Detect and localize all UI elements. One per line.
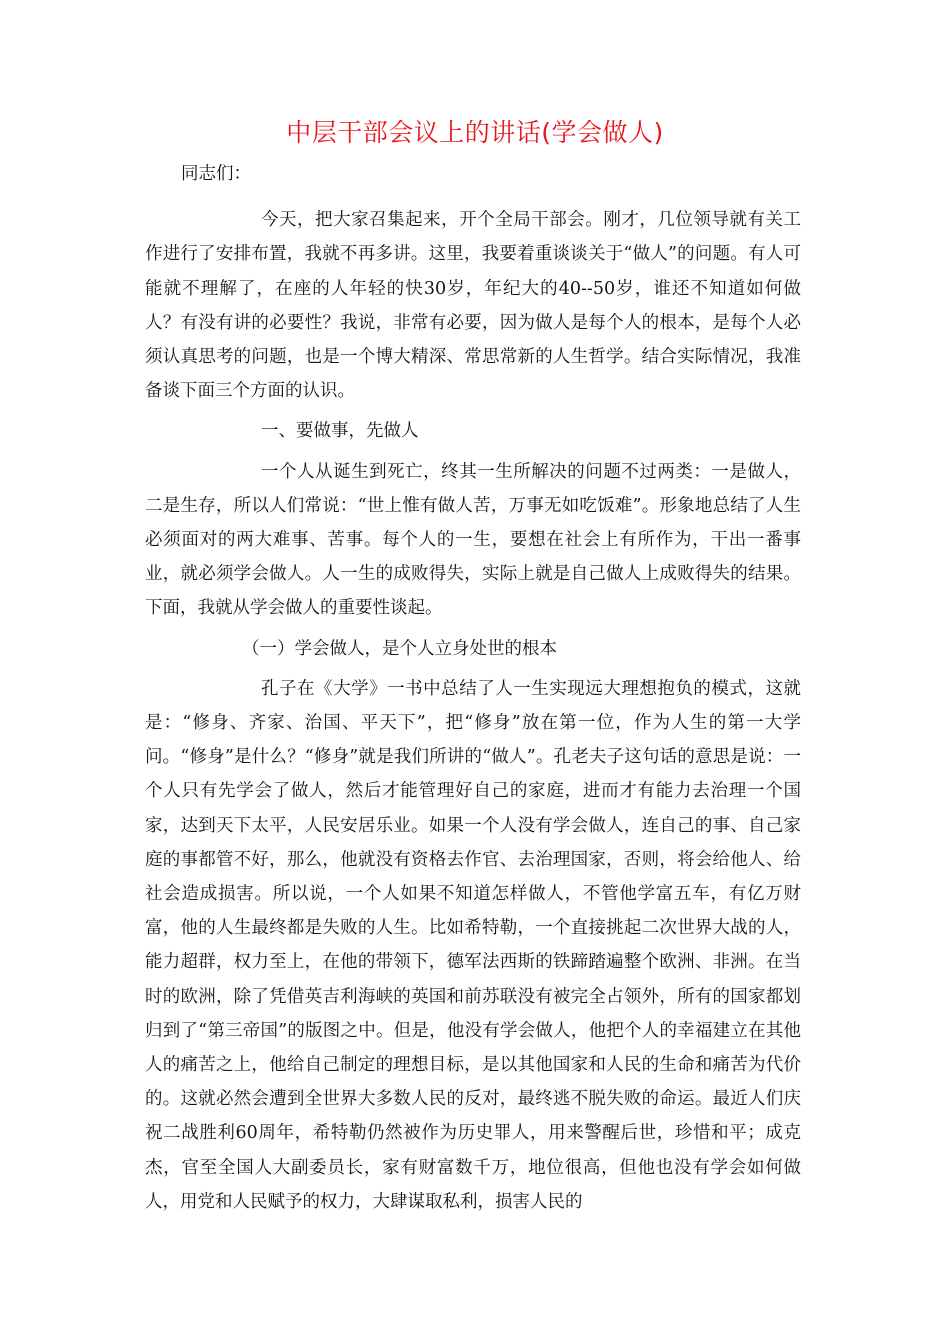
paragraph-section-one: 一个人从诞生到死亡，终其一生所解决的问题不过两类：一是做人，二是生存，所以人们常说：“世上惟有做人苦，万事无如吃饭难”。形象地总结了人生必须面对的两大难事、苦事。每个人的一生，要想在社会上有所作为，干出一番事业，就必须学会做人。人一生的成败得失，实际上就是自己做人上成败得失的结果。下面，我就从学会做人的重要性谈起。 — [145, 461, 801, 619]
paragraph-subsection-one: 孔子在《大学》一书中总结了人一生实现远大理想抱负的模式，这就是：“修身、齐家、治国、平天下”，把“修身”放在第一位，作为人生的第一大学问。“修身”是什么？“修身”就是我们所讲的“做人”。孔老夫子这句话的意思是说：一个人只有先学会了做人，然后才能管理好自己的家庭，进而才有能力去治理一个国家，达到天下太平，人民安居乐业。如果一个人没有学会做人，连自己的事、自己家庭的事都管不好，那么，他就没有资格去作官、去治理国家，否则，将会给他人、给社会造成损害。所以说，一个人如果不知道怎样做人，不管他学富五车，有亿万财富，他的人生最终都是失败的人生。比如希特勒，一个直接挑起二次世界大战的人，能力超群，权力至上，在他的带领下，德军法西斯的铁蹄踏遍整个欧洲、非洲。在当时的欧洲，除了凭借英吉利海峡的英国和前苏联没有被完全占领外，所有的国家都划归到了“第三帝国”的版图之中。但是，他没有学会做人，他把个人的幸福建立在其他人的痛苦之上，他给自己制定的理想目标，是以其他国家和人民的生命和痛苦为代价的。这就必然会遭到全世界大多数人民的反对，最终逃不脱失败的命运。最近人们庆祝二战胜利60周年，希特勒仍然被作为历史罪人，用来警醒后世，珍惜和平；成克杰，官至全国人大副委员长，家有财富数千万，地位很高，但他也没有学会如何做人，用党和人民赋予的权力，大肆谋取私利，损害人民的 — [145, 678, 801, 1212]
section-heading: 一、要做事，先做人 — [261, 421, 419, 442]
salutation: 同志们： — [181, 164, 251, 184]
paragraph-intro: 今天，把大家召集起来，开个全局干部会。刚才，几位领导就有关工作进行了安排布置，我就不再多讲。这里，我要着重谈谈关于“做人”的问题。有人可能就不理解了，在座的人年轻的快30岁，年纪大的40--50岁，谁还不知道如何做人？有没有讲的必要性？我说，非常有必要，因为做人是每个人的根本，是每个人必须认真思考的问题，也是一个博大精深、常思常新的人生哲学。结合实际情况，我准备谈下面三个方面的认识。 — [145, 210, 801, 402]
document-title: 中层干部会议上的讲话(学会做人) — [286, 118, 664, 147]
subsection-heading: （一）学会做人，是个人立身处世的根本 — [242, 638, 557, 659]
document-body — [145, 157, 801, 1219]
